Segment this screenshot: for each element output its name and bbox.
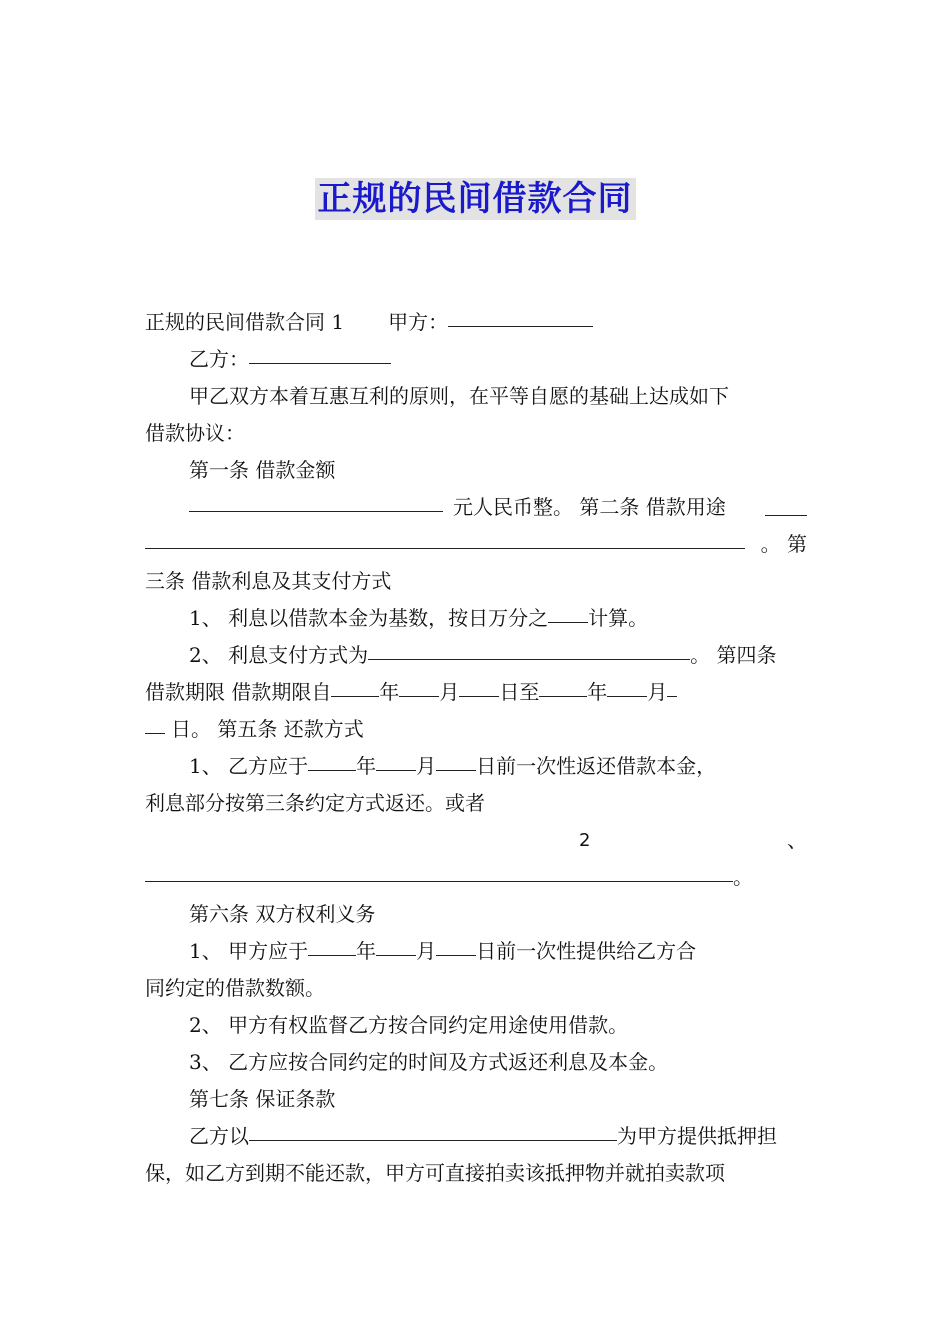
line-preamble-2 <box>145 415 807 452</box>
start-year-blank[interactable] <box>331 695 379 697</box>
preamble-text: 甲乙双方本着互惠互利的原则，在平等自愿的基础上达成如下 <box>189 384 729 408</box>
year-label: 年 <box>356 754 377 778</box>
line-preamble-1 <box>145 378 807 415</box>
end-day-blank[interactable] <box>145 732 165 734</box>
obligation-2-text: 2、 甲方有权监督乙方按合同约定用途使用借款。 <box>189 1013 629 1037</box>
guarantee-text-end: 保，如乙方到期不能还款，甲方可直接拍卖该抵押物并就拍卖款项 <box>145 1161 725 1185</box>
purpose-blank[interactable] <box>145 547 745 549</box>
year-label: 年 <box>587 680 608 704</box>
loan-period-text: 借款期限 借款期限自 <box>145 680 332 704</box>
line-interest-payment <box>145 637 807 674</box>
article-5-heading: 日。 第五条 还款方式 <box>171 717 364 741</box>
article-3-start: 。 第 <box>760 532 807 556</box>
line-obligation-1 <box>145 933 807 970</box>
line-article-5 <box>145 711 807 748</box>
end-month-blank[interactable] <box>607 695 647 697</box>
period-mark: 。 <box>733 865 753 889</box>
article-6-heading: 第六条 双方权利义务 <box>189 902 376 926</box>
line-obligation-3 <box>145 1044 807 1081</box>
repayment-text: 1、 乙方应于 <box>189 754 309 778</box>
preamble-text-cont: 借款协议： <box>145 421 245 445</box>
line-parties-a <box>145 304 807 341</box>
repay-year-blank[interactable] <box>308 769 356 771</box>
end-day-blank-start[interactable] <box>667 695 677 697</box>
party-b-label: 乙方： <box>189 347 249 371</box>
line-article-6 <box>145 896 807 933</box>
interest-payment-blank[interactable] <box>368 658 690 660</box>
line-guarantee-2 <box>145 1155 807 1192</box>
alt-repayment-comma: 、 <box>787 828 807 852</box>
article-1-heading: 第一条 借款金额 <box>189 458 336 482</box>
line-repayment-1 <box>145 748 807 785</box>
line-article-1 <box>145 452 807 489</box>
year-label: 年 <box>356 939 377 963</box>
line-purpose <box>145 526 807 563</box>
provide-day-blank[interactable] <box>436 954 476 956</box>
repay-day-blank[interactable] <box>436 769 476 771</box>
party-a-blank[interactable] <box>448 325 593 327</box>
repay-month-blank[interactable] <box>376 769 416 771</box>
line-repayment-alt <box>145 822 807 859</box>
contract-body <box>145 304 807 1192</box>
line-repayment-2 <box>145 785 807 822</box>
repayment-interest-text: 利息部分按第三条约定方式返还。或者 <box>145 791 485 815</box>
purpose-blank-start[interactable] <box>765 514 807 516</box>
article-7-heading: 第七条 保证条款 <box>189 1087 336 1111</box>
line-obligation-2 <box>145 1007 807 1044</box>
alt-repayment-blank[interactable] <box>145 880 733 882</box>
party-b-blank[interactable] <box>249 362 391 364</box>
interest-rate-suffix: 计算。 <box>588 606 649 630</box>
party-a-label: 甲方： <box>388 310 449 334</box>
article-3-heading: 三条 借款利息及其支付方式 <box>145 569 392 593</box>
line-amount <box>145 489 807 526</box>
amount-blank[interactable] <box>189 510 443 512</box>
interest-rate-blank[interactable] <box>548 621 588 623</box>
line-interest-rate <box>145 600 807 637</box>
provide-year-blank[interactable] <box>308 954 356 956</box>
article-4-start: 。 第四条 <box>690 643 777 667</box>
obligation-1-text-cont: 日前一次性提供给乙方合 <box>476 939 697 963</box>
line-repayment-alt-blank <box>145 859 807 896</box>
guarantee-text-cont: 为甲方提供抵押担 <box>617 1124 777 1148</box>
year-label: 年 <box>379 680 400 704</box>
collateral-blank[interactable] <box>249 1139 617 1141</box>
month-label: 月 <box>647 680 668 704</box>
title-container <box>0 178 950 220</box>
end-year-blank[interactable] <box>539 695 587 697</box>
month-label: 月 <box>439 680 460 704</box>
obligation-1-end: 同约定的借款数额。 <box>145 976 325 1000</box>
guarantee-text: 乙方以 <box>189 1124 249 1148</box>
amount-unit-text: 元人民币整。 第二条 借款用途 <box>453 495 726 519</box>
contract-heading-1: 正规的民间借款合同 1 <box>145 310 345 334</box>
alt-repayment-number: 2 <box>579 830 591 851</box>
obligation-1-text: 1、 甲方应于 <box>189 939 309 963</box>
provide-month-blank[interactable] <box>376 954 416 956</box>
repayment-text-cont: 日前一次性返还借款本金， <box>476 754 717 778</box>
month-label: 月 <box>416 939 437 963</box>
document-title: 正规的民间借款合同 <box>315 178 636 220</box>
interest-payment-text: 2、 利息支付方式为 <box>189 643 369 667</box>
line-article-3 <box>145 563 807 600</box>
month-label: 月 <box>416 754 437 778</box>
start-month-blank[interactable] <box>399 695 439 697</box>
line-obligation-1b <box>145 970 807 1007</box>
line-guarantee-1 <box>145 1118 807 1155</box>
interest-rate-text: 1、 利息以借款本金为基数，按日万分之 <box>189 606 549 630</box>
day-to-label: 日至 <box>499 680 540 704</box>
start-day-blank[interactable] <box>459 695 499 697</box>
line-loan-period <box>145 674 807 711</box>
line-article-7 <box>145 1081 807 1118</box>
line-party-b <box>145 341 807 378</box>
obligation-3-text: 3、 乙方应按合同约定的时间及方式返还利息及本金。 <box>189 1050 669 1074</box>
